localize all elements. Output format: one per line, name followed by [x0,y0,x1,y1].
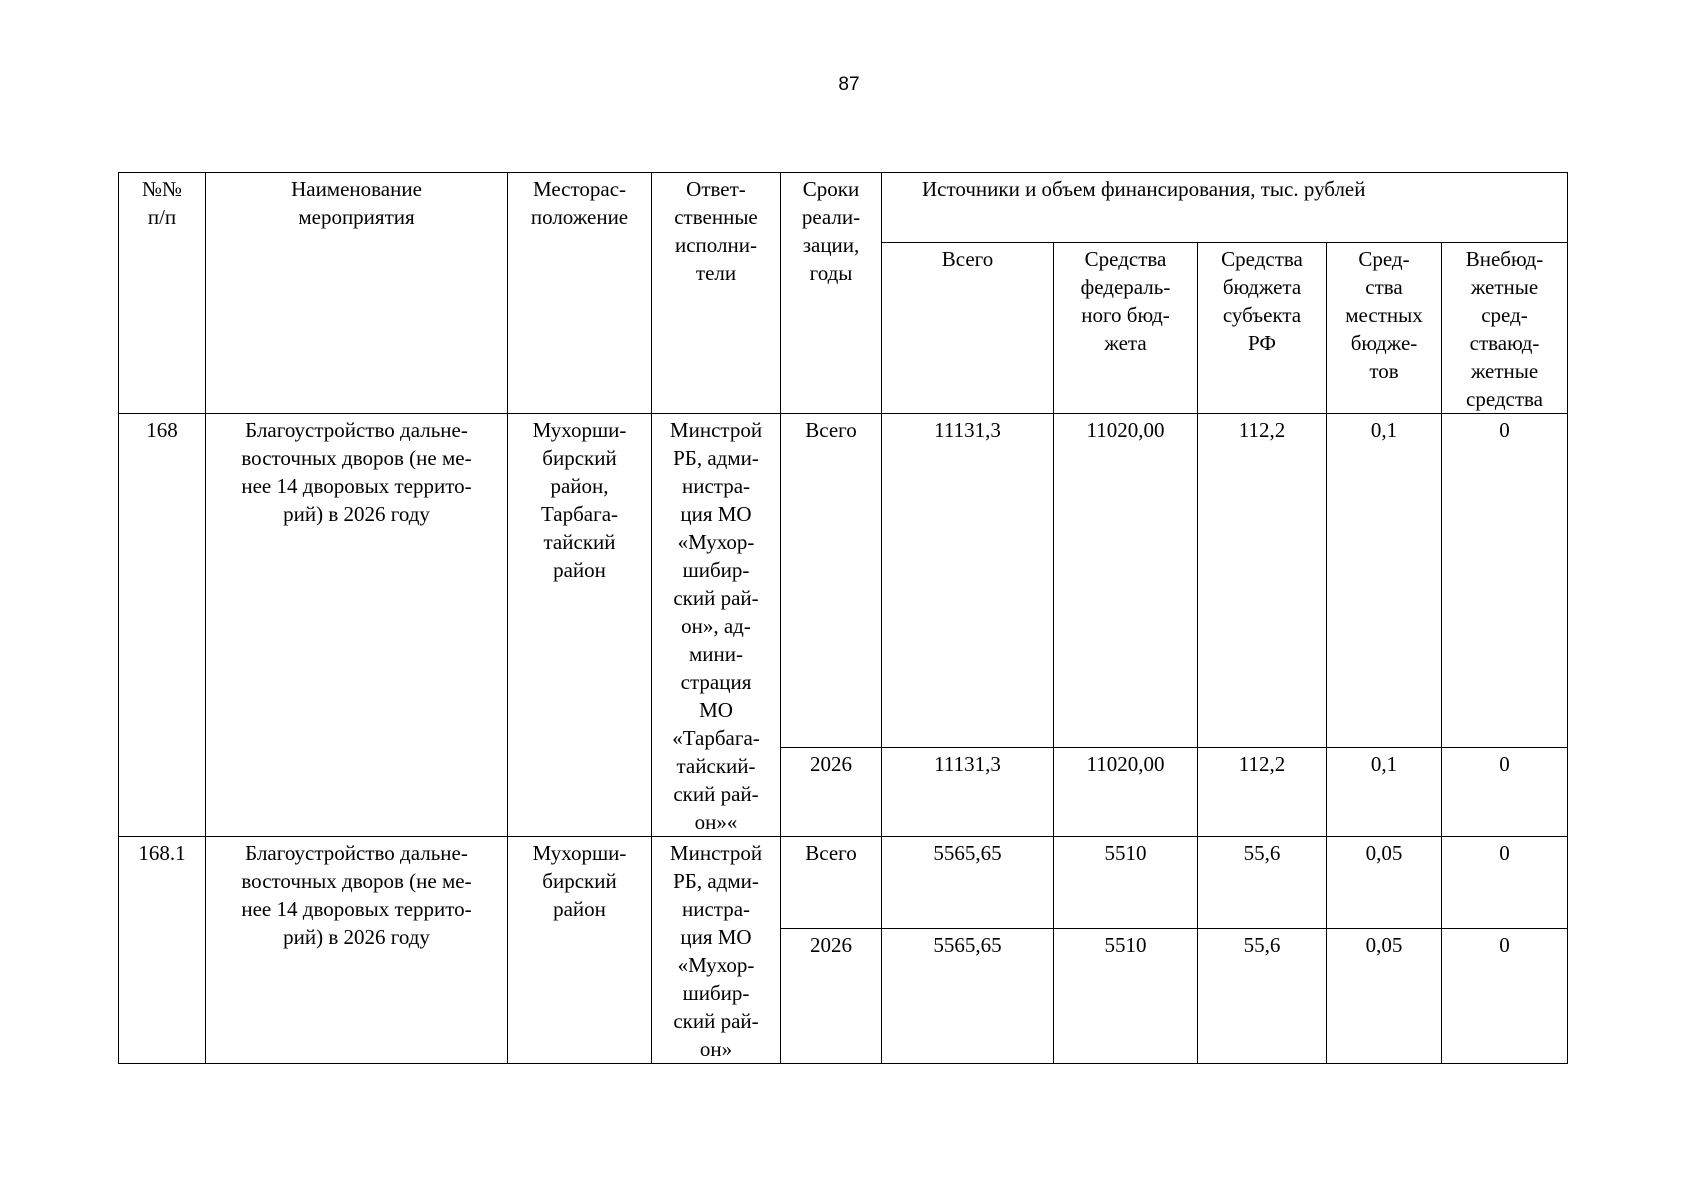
row-federal: 5510 [1054,837,1198,929]
header-total: Всего [882,243,1054,414]
row-name: Благоустройство дальне- восточных дворов (не ме- нее 14 дворовых террито- рий) в 2026 году [206,414,508,837]
header-extrabudget: Внебюд- жетные сред- стваюд- жетные средства [1442,243,1568,414]
header-period: Сроки реали- зации, годы [781,173,882,414]
row-num: 168.1 [119,837,206,1064]
row-local: 0,05 [1327,837,1442,929]
header-location: Месторас- положение [508,173,652,414]
row-name: Благоустройство дальне- восточных дворов (не ме- нее 14 дворовых террито- рий) в 2026 году [206,837,508,1064]
row-executors: Минстрой РБ, адми- нистра- ция МО «Мухор- шибир- ский рай- он» [652,837,781,1064]
row-executors: Минстрой РБ, адми- нистра- ция МО «Мухор- шибир- ский рай- он», ад- мини- страция МО «Тарбага- тайский- ский рай- он»« [652,414,781,837]
row-regional: 112,2 [1198,747,1327,836]
header-num: №№ п/п [119,173,206,414]
row-regional: 112,2 [1198,414,1327,748]
row-local: 0,1 [1327,747,1442,836]
row-total: 11131,3 [882,414,1054,748]
row-period: 2026 [781,929,882,1064]
row-extra: 0 [1442,929,1568,1064]
header-federal: Средства федераль- ного бюд- жета [1054,243,1198,414]
header-name: Наименование мероприятия [206,173,508,414]
row-regional: 55,6 [1198,837,1327,929]
header-local: Сред- ства местных бюдже- тов [1327,243,1442,414]
row-total: 11131,3 [882,747,1054,836]
row-num: 168 [119,414,206,837]
row-location: Мухорши- бирский район [508,837,652,1064]
row-total: 5565,65 [882,837,1054,929]
row-federal: 11020,00 [1054,747,1198,836]
row-regional: 55,6 [1198,929,1327,1064]
header-executors: Ответ- ственные исполни- тели [652,173,781,414]
row-total: 5565,65 [882,929,1054,1064]
row-period: Всего [781,837,882,929]
row-federal: 11020,00 [1054,414,1198,748]
header-row [119,173,1568,243]
row-local: 0,05 [1327,929,1442,1064]
header-regional: Средства бюджета субъекта РФ [1198,243,1327,414]
row-extra: 0 [1442,747,1568,836]
row-extra: 0 [1442,414,1568,748]
row-federal: 5510 [1054,929,1198,1064]
header-funding: Источники и объем финансирования, тыс. рублей [882,173,1568,243]
row-period: 2026 [781,747,882,836]
row-period: Всего [781,414,882,748]
page-number: 87 [838,74,860,95]
row-local: 0,1 [1327,414,1442,748]
funding-table [118,172,1568,1064]
table-row [119,837,1568,929]
row-extra: 0 [1442,837,1568,929]
table-row [119,414,1568,748]
row-location: Мухорши- бирский район, Тарбага- тайский район [508,414,652,837]
